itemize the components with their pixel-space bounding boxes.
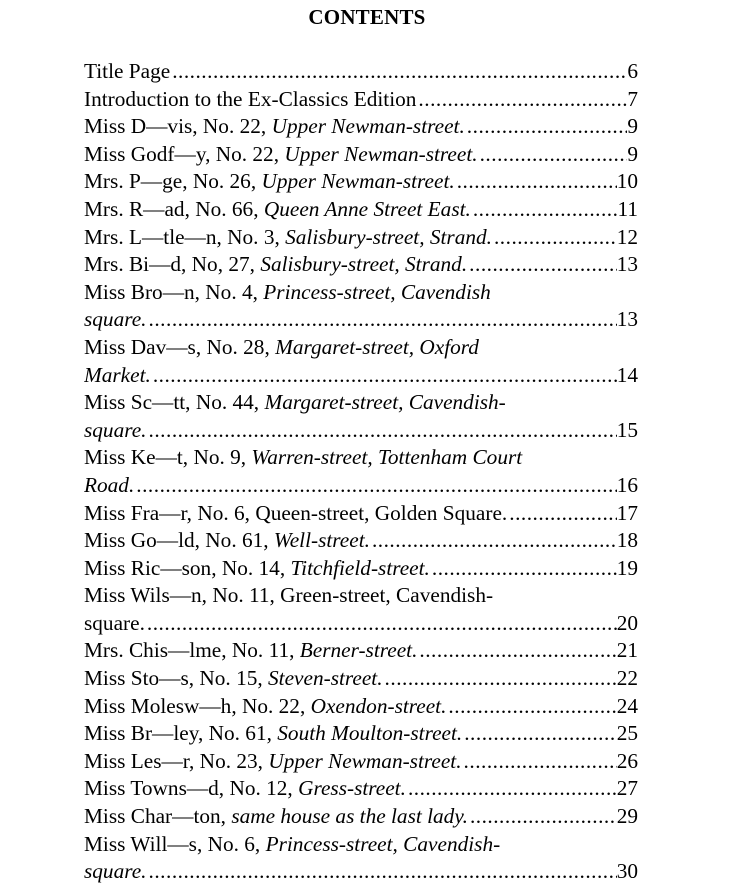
entry-address: same house as the last lady. <box>231 804 468 829</box>
entry-address: Salisbury-street, Strand. <box>260 252 468 277</box>
toc-entry-first-line <box>84 334 638 362</box>
toc-entry[interactable] <box>84 693 638 721</box>
dot-leader <box>149 858 617 886</box>
toc-entry[interactable] <box>84 86 638 114</box>
entry-address-continued: square. <box>84 610 145 635</box>
toc-entry[interactable] <box>84 637 638 665</box>
entry-name: Miss Towns—d, No. 12, <box>84 776 299 801</box>
entry-text <box>84 500 507 528</box>
dot-leader <box>408 775 617 803</box>
page-number: 25 <box>617 720 638 748</box>
dot-leader <box>372 527 617 555</box>
entry-text <box>84 720 462 748</box>
page-number: 10 <box>617 168 638 196</box>
toc-entry[interactable] <box>84 279 638 334</box>
entry-name: Miss Br—ley, No. 61, <box>84 721 278 746</box>
entry-name: Miss Fra—r, No. 6, <box>84 500 256 525</box>
dot-leader <box>419 637 616 665</box>
dot-leader <box>418 86 627 114</box>
dot-leader <box>480 141 628 169</box>
toc-entry-first-line <box>84 582 638 610</box>
page-number: 13 <box>617 306 638 334</box>
dot-leader <box>385 665 617 693</box>
entry-address: Gress-street. <box>298 776 406 801</box>
entry-text <box>84 58 170 86</box>
entry-text <box>84 86 416 114</box>
toc-entry-first-line <box>84 444 638 472</box>
dot-leader <box>172 58 627 86</box>
page-number: 22 <box>617 665 638 693</box>
entry-text <box>84 527 370 555</box>
entry-address: Steven-street. <box>268 666 383 691</box>
entry-address: Princess-street, Cavendish- <box>265 831 501 856</box>
page-number: 18 <box>617 527 638 555</box>
entry-address: Upper Newman-street. <box>261 169 455 194</box>
page-number: 26 <box>617 748 638 776</box>
page-number: 29 <box>617 803 638 831</box>
toc-entry[interactable] <box>84 196 638 224</box>
entry-name: Mrs. L—tle—n, No. 3, <box>84 224 286 249</box>
entry-address: Queen Anne Street East. <box>263 196 471 221</box>
entry-address: Margaret-street, Cavendish- <box>264 390 506 415</box>
entry-name: Miss Wils—n, No. 11, <box>84 583 281 608</box>
entry-name: Title Page <box>84 59 171 83</box>
entry-address: Warren-street, Tottenham Court <box>251 445 523 470</box>
entry-address: Oxendon-street. <box>310 693 447 718</box>
toc-entry[interactable] <box>84 527 638 555</box>
dot-leader <box>473 196 618 224</box>
entry-name: Miss Godf—y, No. 22, <box>84 141 285 166</box>
dot-leader <box>494 224 617 252</box>
page-title: CONTENTS <box>308 5 426 29</box>
dot-leader <box>509 500 616 528</box>
toc-entry[interactable] <box>84 831 638 886</box>
entry-name: Miss Bro—n, No. 4, <box>84 279 264 304</box>
dot-leader <box>432 555 617 583</box>
toc-entry[interactable] <box>84 500 638 528</box>
page-number: 19 <box>617 555 638 583</box>
page-number: 7 <box>627 86 638 114</box>
toc-entry[interactable] <box>84 748 638 776</box>
entry-name: Miss Sto—s, No. 15, <box>84 666 269 691</box>
dot-leader <box>469 251 617 279</box>
entry-name: Miss Sc—tt, No. 44, <box>84 390 265 415</box>
toc-entry[interactable] <box>84 555 638 583</box>
table-of-contents <box>84 58 638 886</box>
toc-entry[interactable] <box>84 720 638 748</box>
entry-address: Green-street, Cavendish- <box>280 583 494 608</box>
entry-name: Introduction to the Ex-Classics Edition <box>84 86 417 111</box>
toc-entry[interactable] <box>84 141 638 169</box>
entry-address: Princess-street, Cavendish <box>263 279 491 304</box>
entry-address: Upper Newman-street. <box>268 748 462 773</box>
dot-leader <box>464 748 617 776</box>
toc-entry[interactable] <box>84 168 638 196</box>
page-number: 24 <box>617 693 638 721</box>
page-number: 30 <box>617 858 638 886</box>
dot-leader <box>149 417 617 445</box>
page-number: 15 <box>617 417 638 445</box>
page-number: 16 <box>617 472 638 500</box>
entry-name: Mrs. Bi—d, No, 27, <box>84 252 261 277</box>
entry-name: Mrs. P—ge, No. 26, <box>84 169 262 194</box>
entry-name: Miss Ric—son, No. 14, <box>84 555 291 580</box>
entry-text <box>84 665 383 693</box>
entry-address: South Moulton-street. <box>277 721 463 746</box>
page-number: 12 <box>617 224 638 252</box>
entry-name: Miss Molesw—h, No. 22, <box>84 693 311 718</box>
toc-entry[interactable] <box>84 803 638 831</box>
entry-name: Mrs. R—ad, No. 66, <box>84 196 264 221</box>
toc-entry-first-line <box>84 831 638 859</box>
toc-entry[interactable] <box>84 334 638 389</box>
page-number: 20 <box>617 610 638 638</box>
toc-entry[interactable] <box>84 389 638 444</box>
toc-entry[interactable] <box>84 444 638 499</box>
entry-address: Well-street. <box>273 528 370 553</box>
dot-leader <box>149 306 617 334</box>
dot-leader <box>448 693 616 721</box>
entry-text <box>84 803 468 831</box>
dot-leader <box>470 803 617 831</box>
entry-address: Upper Newman-street. <box>284 141 478 166</box>
page-number: 13 <box>617 251 638 279</box>
entry-name: Mrs. Chis—lme, No. 11, <box>84 638 300 663</box>
toc-entry[interactable] <box>84 113 638 141</box>
entry-name: Miss Les—r, No. 23, <box>84 748 269 773</box>
page-number: 21 <box>617 637 638 665</box>
entry-address: Salisbury-street, Strand. <box>285 224 492 249</box>
page-number: 9 <box>627 113 638 141</box>
dot-leader <box>147 610 617 638</box>
page-number: 9 <box>627 141 638 169</box>
dot-leader <box>153 362 617 390</box>
toc-entry[interactable] <box>84 775 638 803</box>
toc-entry-first-line <box>84 279 638 307</box>
entry-address: Upper Newman-street. <box>271 114 465 139</box>
page-number: 27 <box>617 775 638 803</box>
entry-text <box>84 251 467 279</box>
entry-text <box>84 113 465 141</box>
page-number: 17 <box>617 500 638 528</box>
toc-entry[interactable] <box>84 224 638 252</box>
entry-text <box>84 748 462 776</box>
entry-name: Miss D—vis, No. 22, <box>84 114 272 139</box>
entry-address: Margaret-street, Oxford <box>275 334 479 359</box>
toc-entry[interactable] <box>84 251 638 279</box>
dot-leader <box>136 472 616 500</box>
entry-address: Berner-street. <box>299 638 418 663</box>
entry-address-continued: Road. <box>84 472 135 497</box>
entry-name: Miss Will—s, No. 6, <box>84 831 266 856</box>
page-number: 6 <box>627 58 638 86</box>
entry-text <box>84 141 478 169</box>
entry-text <box>84 775 406 803</box>
entry-name: Miss Ke—t, No. 9, <box>84 445 252 470</box>
entry-address: Queen-street, Golden Square. <box>255 500 508 525</box>
dot-leader <box>457 168 617 196</box>
entry-text <box>84 196 471 224</box>
entry-text <box>84 168 455 196</box>
toc-entry-first-line <box>84 389 638 417</box>
entry-text <box>84 555 430 583</box>
entry-text <box>84 224 492 252</box>
entry-text <box>84 637 417 665</box>
entry-name: Miss Go—ld, No. 61, <box>84 528 274 553</box>
toc-entry[interactable] <box>84 58 638 86</box>
entry-address-continued: square. <box>84 859 147 884</box>
entry-name: Miss Dav—s, No. 28, <box>84 334 276 359</box>
page-number: 11 <box>617 196 638 224</box>
dot-leader <box>467 113 628 141</box>
dot-leader <box>464 720 616 748</box>
toc-entry[interactable] <box>84 582 638 637</box>
page-number: 14 <box>617 362 638 390</box>
entry-address-continued: square. <box>84 307 147 332</box>
entry-name: Miss Char—ton, <box>84 804 232 829</box>
entry-address-continued: Market. <box>84 362 151 387</box>
toc-entry[interactable] <box>84 665 638 693</box>
entry-address-continued: square. <box>84 417 147 442</box>
entry-address: Titchfield-street. <box>290 555 430 580</box>
entry-text <box>84 693 446 721</box>
